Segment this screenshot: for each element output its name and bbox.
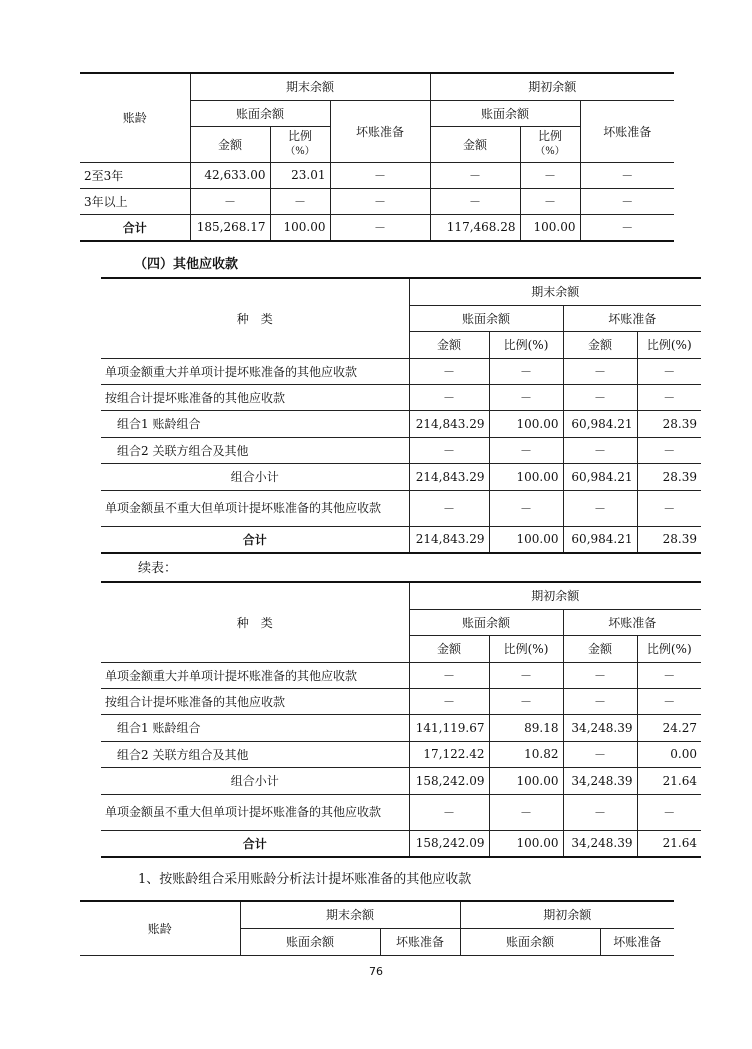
table-row: 组合1 账龄组合 214,843.29 100.00 60,984.21 28.39 bbox=[101, 410, 701, 437]
end-bad-debt-header: 坏账准备 bbox=[330, 100, 430, 162]
table-row: 单项金额重大并单项计提坏账准备的其他应收款 － － － － bbox=[101, 662, 701, 688]
ratio-header: 比例(%) bbox=[489, 635, 563, 662]
subtotal-row: 组合小计 214,843.29 100.00 60,984.21 28.39 bbox=[101, 463, 701, 490]
sub-heading: 1、按账龄组合采用账龄分析法计提坏账准备的其他应收款 bbox=[138, 872, 472, 887]
end-balance-header: 期末余额 bbox=[240, 901, 460, 928]
book-balance-header: 账面余额 bbox=[409, 305, 563, 331]
total-row: 合计 185,268.17 100.00 － 117,468.28 100.00 － bbox=[80, 214, 674, 241]
end-amount-header: 金额 bbox=[190, 126, 270, 162]
end-book-balance-header: 账面余额 bbox=[190, 100, 330, 126]
table-row: 2至3年 42,633.00 23.01 － － － － bbox=[80, 162, 674, 188]
ratio-header: 比例(%) bbox=[637, 331, 701, 358]
table-row: 单项金额重大并单项计提坏账准备的其他应收款 － － － － bbox=[101, 358, 701, 384]
table-row: 单项金额虽不重大但单项计提坏账准备的其他应收款 － － － － bbox=[101, 490, 701, 526]
table-row: 组合2 关联方组合及其他 17,122.42 10.82 － 0.00 bbox=[101, 741, 701, 767]
subtotal-row: 组合小计 158,242.09 100.00 34,248.39 21.64 bbox=[101, 767, 701, 794]
amount-header: 金额 bbox=[563, 635, 637, 662]
amount-header: 金额 bbox=[409, 331, 489, 358]
page-number: 76 bbox=[369, 965, 383, 978]
total-row: 合计 158,242.09 100.00 34,248.39 21.64 bbox=[101, 830, 701, 857]
begin-bad-debt-header: 坏账准备 bbox=[580, 100, 674, 162]
begin-book-balance-header: 账面余额 bbox=[430, 100, 580, 126]
end-bad-debt-header: 坏账准备 bbox=[380, 928, 460, 955]
table-row: 单项金额虽不重大但单项计提坏账准备的其他应收款 － － － － bbox=[101, 794, 701, 830]
bad-debt-header: 坏账准备 bbox=[563, 305, 701, 331]
begin-bad-debt-header: 坏账准备 bbox=[600, 928, 674, 955]
other-receivables-begin-table bbox=[101, 581, 701, 858]
kind-header: 种 类 bbox=[101, 582, 409, 662]
section-title: （四）其他应收款 bbox=[134, 257, 239, 272]
aging-header: 账龄 bbox=[80, 73, 190, 162]
total-row: 合计 214,843.29 100.00 60,984.21 28.39 bbox=[101, 526, 701, 553]
table-row: 组合1 账龄组合 141,119.67 89.18 34,248.39 24.27 bbox=[101, 714, 701, 741]
end-ratio-header: 比例 （%） bbox=[270, 126, 330, 162]
ratio-header: 比例(%) bbox=[489, 331, 563, 358]
continued-label: 续表： bbox=[138, 561, 178, 576]
begin-ratio-header: 比例 （%） bbox=[520, 126, 580, 162]
aging-table-receivables bbox=[80, 72, 674, 242]
table-row: 组合2 关联方组合及其他 － － － － bbox=[101, 437, 701, 463]
end-book-balance-header: 账面余额 bbox=[240, 928, 380, 955]
book-balance-header: 账面余额 bbox=[409, 609, 563, 635]
table-row: 按组合计提坏账准备的其他应收款 － － － － bbox=[101, 384, 701, 410]
aging-header: 账龄 bbox=[80, 901, 240, 955]
aging-analysis-table bbox=[80, 900, 674, 956]
begin-amount-header: 金额 bbox=[430, 126, 520, 162]
table-row: 3年以上 － － － － － － bbox=[80, 188, 674, 214]
amount-header: 金额 bbox=[563, 331, 637, 358]
kind-header: 种 类 bbox=[101, 278, 409, 358]
begin-book-balance-header: 账面余额 bbox=[460, 928, 600, 955]
other-receivables-end-table bbox=[101, 277, 701, 554]
period-header: 期末余额 bbox=[409, 278, 701, 305]
amount-header: 金额 bbox=[409, 635, 489, 662]
ratio-header: 比例(%) bbox=[637, 635, 701, 662]
table-row: 按组合计提坏账准备的其他应收款 － － － － bbox=[101, 688, 701, 714]
period-header: 期初余额 bbox=[409, 582, 701, 609]
bad-debt-header: 坏账准备 bbox=[563, 609, 701, 635]
begin-balance-header: 期初余额 bbox=[460, 901, 674, 928]
begin-balance-header: 期初余额 bbox=[430, 73, 674, 100]
end-balance-header: 期末余额 bbox=[190, 73, 430, 100]
